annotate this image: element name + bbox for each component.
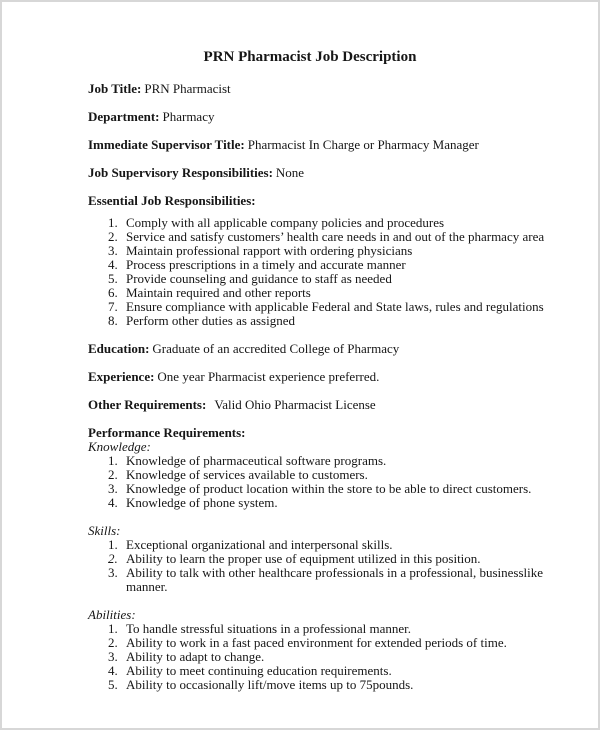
subsection-knowledge <box>88 440 556 510</box>
list-item: Ensure compliance with applicable Federal and State laws, rules and regulations <box>126 299 544 314</box>
field-label: Job Supervisory Responsibilities: <box>88 165 273 180</box>
list-item: To handle stressful situations in a professional manner. <box>126 621 412 636</box>
field-value: PRN Pharmacist <box>144 81 231 96</box>
list-item: Service and satisfy customers’ health care needs in and out of the pharmacy area <box>126 229 545 244</box>
list-item: Knowledge of pharmaceutical software programs. <box>126 453 387 468</box>
skills-list <box>88 538 556 594</box>
list-item: Provide counseling and guidance to staff as needed <box>126 271 392 286</box>
subsection-heading-abilities: Abilities: <box>88 607 136 622</box>
abilities-list <box>88 622 556 692</box>
field-department <box>88 110 556 124</box>
field-label: Department: <box>88 109 160 124</box>
field-value: Pharmacy <box>162 109 215 124</box>
subsection-skills <box>88 524 556 594</box>
subsection-abilities <box>88 608 556 692</box>
list-item: Process prescriptions in a timely and accurate manner <box>126 257 406 272</box>
subsection-heading-knowledge: Knowledge: <box>88 439 151 454</box>
list-item: Ability to adapt to change. <box>126 649 265 664</box>
list-item: Ability to talk with other healthcare professionals in a professional, businesslike manner. <box>126 565 543 594</box>
field-experience <box>88 370 556 384</box>
field-immediate-supervisor <box>88 138 556 152</box>
field-label: Other Requirements: <box>88 397 207 412</box>
field-label: Job Title: <box>88 81 142 96</box>
list-item: Perform other duties as assigned <box>126 313 295 328</box>
section-heading-performance: Performance Requirements: <box>88 425 246 440</box>
list-item: Ability to occasionally lift/move items up to 75pounds. <box>126 677 414 692</box>
list-item: Knowledge of product location within the store to be able to direct customers. <box>126 481 532 496</box>
list-item: Ability to meet continuing education requirements. <box>126 663 392 678</box>
field-value: Pharmacist In Charge or Pharmacy Manager <box>247 137 479 152</box>
field-job-title <box>88 82 556 96</box>
field-other-requirements <box>88 398 556 412</box>
essential-responsibilities-list <box>88 216 556 328</box>
knowledge-list <box>88 454 556 510</box>
list-item: Ability to work in a fast paced environment for extended periods of time. <box>126 635 507 650</box>
list-item: Maintain professional rapport with ordering physicians <box>126 243 413 258</box>
list-item: Knowledge of phone system. <box>126 495 278 510</box>
subsection-heading-skills: Skills: <box>88 523 121 538</box>
field-value: One year Pharmacist experience preferred. <box>157 369 380 384</box>
list-item: Knowledge of services available to customers. <box>126 467 368 482</box>
field-value: None <box>275 165 305 180</box>
list-item: Ability to learn the proper use of equipment utilized in this position. <box>126 551 481 566</box>
field-education <box>88 342 556 356</box>
list-item: Comply with all applicable company policies and procedures <box>126 215 445 230</box>
list-item: Exceptional organizational and interpersonal skills. <box>126 537 393 552</box>
document-title: PRN Pharmacist Job Description <box>203 49 417 65</box>
field-label: Experience: <box>88 369 155 384</box>
field-label: Immediate Supervisor Title: <box>88 137 245 152</box>
list-item: Maintain required and other reports <box>126 285 311 300</box>
field-supervisory-responsibilities <box>88 166 556 180</box>
field-label: Education: <box>88 341 150 356</box>
field-value: Valid Ohio Pharmacist License <box>214 397 376 412</box>
field-value: Graduate of an accredited College of Pharmacy <box>152 341 400 356</box>
section-heading-essential: Essential Job Responsibilities: <box>88 193 256 208</box>
